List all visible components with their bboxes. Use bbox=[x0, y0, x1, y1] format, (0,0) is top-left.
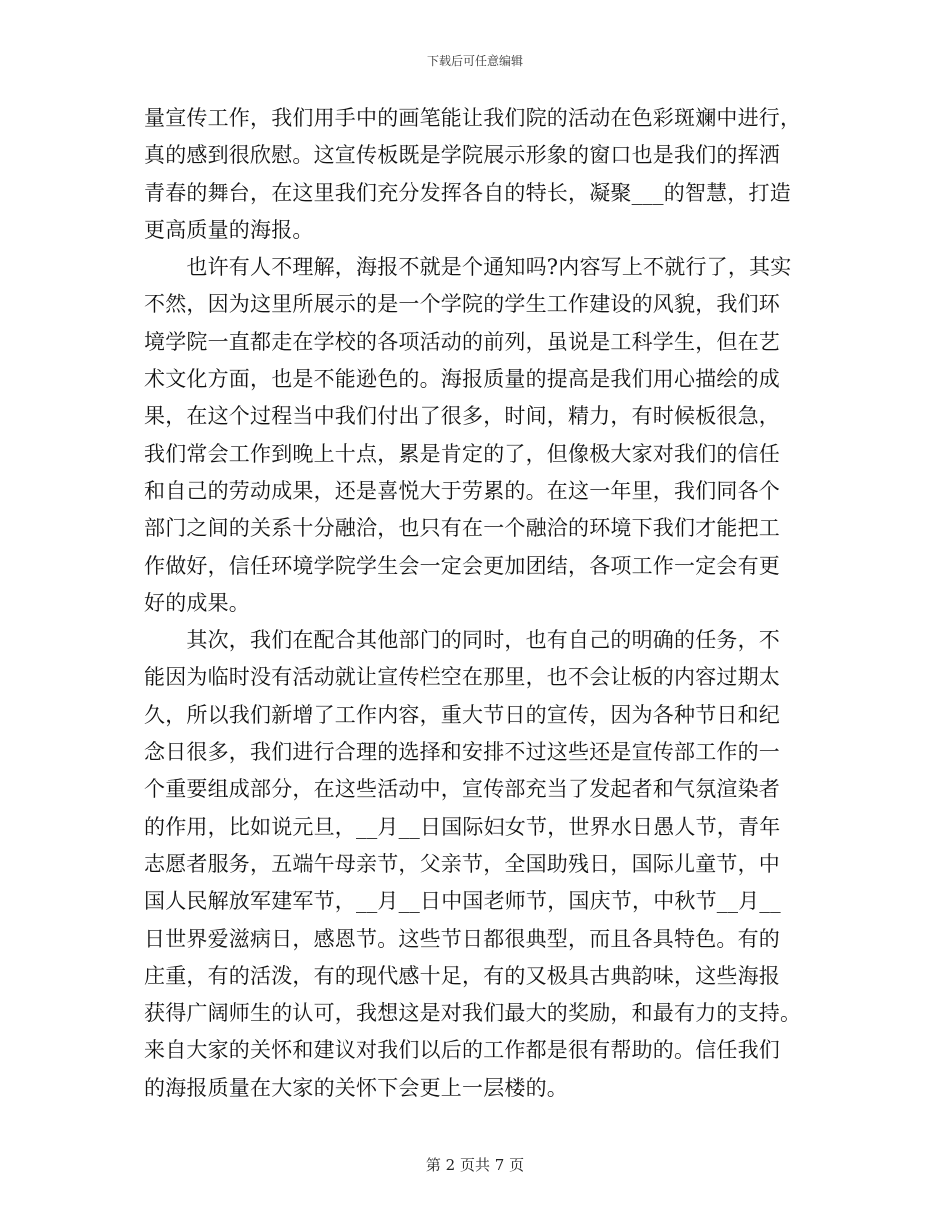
text-line: 来自大家的关怀和建议对我们以后的工作都是很有帮助的。信任我们 bbox=[144, 1038, 780, 1063]
text-line: 也许有人不理解，海报不就是个通知吗?内容写上不就行了，其实 bbox=[144, 255, 792, 280]
text-line: 念日很多，我们进行合理的选择和安排不过这些还是宣传部工作的一 bbox=[144, 740, 780, 765]
text-line: 获得广阔师生的认可，我想这是对我们最大的奖励，和最有力的支持。 bbox=[144, 1001, 802, 1026]
page-footer: 第 2 页共 7 页 bbox=[425, 1156, 525, 1174]
text-line: 的作用，比如说元旦，__月__日国际妇女节，世界水日愚人节，青年 bbox=[144, 814, 781, 839]
page-header: 下载后可任意编辑 bbox=[426, 54, 523, 68]
text-line: 部门之间的关系十分融洽，也只有在一个融洽的环境下我们才能把工 bbox=[144, 516, 780, 541]
text-line: 好的成果。 bbox=[144, 590, 250, 615]
text-line: 境学院一直都走在学校的各项活动的前列，虽说是工科学生，但在艺 bbox=[144, 329, 780, 354]
text-line: 和自己的劳动成果，还是喜悦大于劳累的。在这一年里，我们同各个 bbox=[144, 478, 780, 503]
text-line: 日世界爱滋病日，感恩节。这些节日都很典型，而且各具特色。有的 bbox=[144, 926, 780, 951]
text-line: 的海报质量在大家的关怀下会更上一层楼的。 bbox=[144, 1075, 568, 1100]
text-line: 能因为临时没有活动就让宣传栏空在那里，也不会让板的内容过期太 bbox=[144, 665, 780, 690]
text-line: 作做好，信任环境学院学生会一定会更加团结，各项工作一定会有更 bbox=[144, 553, 780, 578]
text-line: 国人民解放军建军节，__月__日中国老师节，国庆节，中秋节__月__ bbox=[144, 889, 781, 914]
text-line: 更高质量的海报。 bbox=[144, 217, 314, 242]
text-line: 术文化方面，也是不能逊色的。海报质量的提高是我们用心描绘的成 bbox=[144, 367, 780, 392]
text-line: 久，所以我们新增了工作内容，重大节日的宣传，因为各种节日和纪 bbox=[144, 702, 780, 727]
text-line: 其次，我们在配合其他部门的同时，也有自己的明确的任务，不 bbox=[144, 628, 780, 653]
text-line: 志愿者服务，五端午母亲节，父亲节，全国助残日，国际儿童节，中 bbox=[144, 851, 780, 876]
text-line: 青春的舞台，在这里我们充分发挥各自的特长，凝聚___的智慧，打造 bbox=[144, 180, 791, 205]
text-line: 量宣传工作，我们用手中的画笔能让我们院的活动在色彩斑斓中进行， bbox=[144, 106, 802, 130]
text-line: 个重要组成部分，在这些活动中，宣传部充当了发起者和气氛渲染者 bbox=[144, 777, 780, 802]
text-line: 我们常会工作到晚上十点，累是肯定的了，但像极大家对我们的信任 bbox=[144, 441, 780, 466]
text-line: 果，在这个过程当中我们付出了很多，时间，精力，有时候板很急， bbox=[144, 404, 780, 429]
body-text bbox=[144, 100, 814, 1107]
text-line: 不然，因为这里所展示的是一个学院的学生工作建设的风貌，我们环 bbox=[144, 292, 780, 317]
text-line: 庄重，有的活泼，有的现代感十足，有的又极具古典韵味，这些海报 bbox=[144, 963, 780, 988]
text-line: 真的感到很欣慰。这宣传板既是学院展示形象的窗口也是我们的挥洒 bbox=[144, 143, 780, 168]
